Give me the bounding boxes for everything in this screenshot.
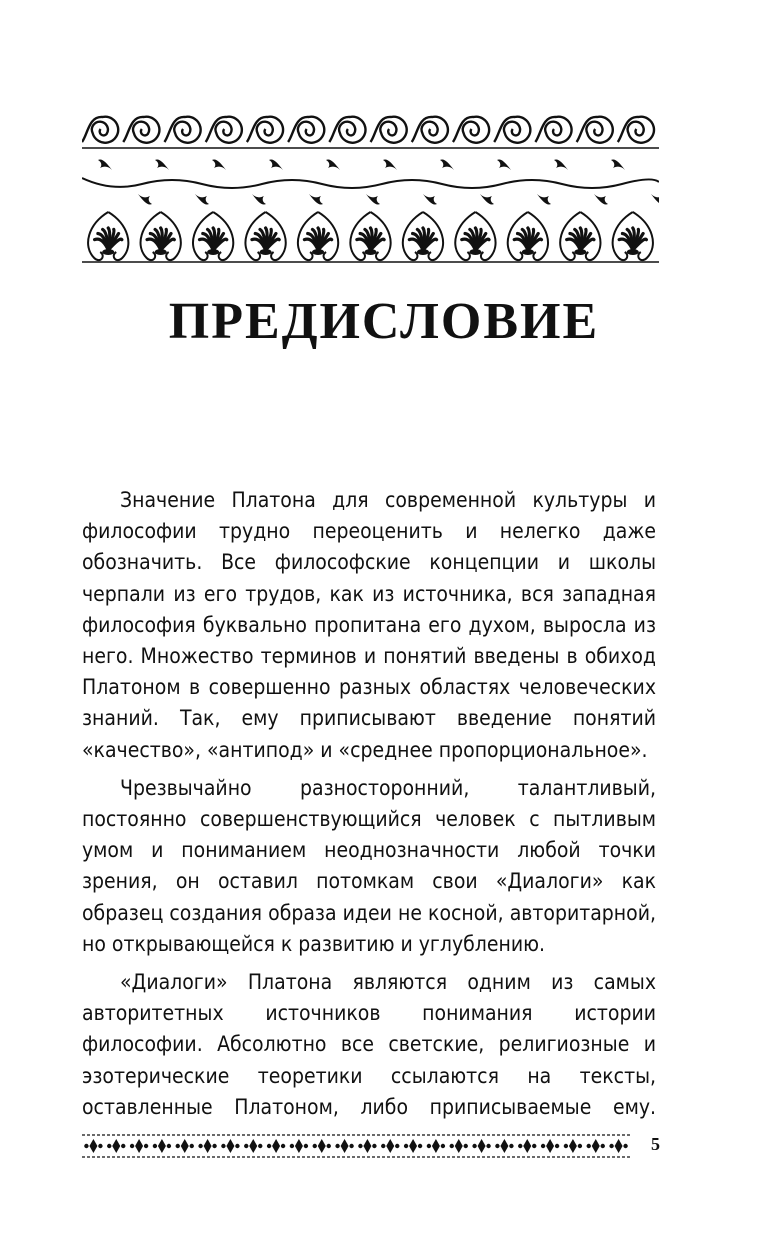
flower-icon: [518, 1139, 536, 1153]
flower-icon: [381, 1139, 399, 1153]
palmette-icon: [350, 212, 390, 260]
leaf-icon: [554, 159, 568, 170]
palmette-icon: [141, 212, 181, 260]
leaf-icon: [138, 194, 152, 205]
leaf-icon: [98, 159, 112, 170]
leaf-icon: [611, 159, 625, 170]
spiral-icon: [412, 117, 448, 143]
palmette-border: [82, 212, 659, 262]
flower-icon: [541, 1139, 559, 1153]
ivy-vine-border: [82, 159, 659, 204]
flower-icon: [427, 1139, 445, 1153]
flower-icon: [290, 1139, 308, 1153]
spiral-icon: [288, 117, 324, 143]
leaf-icon: [212, 159, 226, 170]
paragraph: Значение Платона для современной культуры и философии трудно переоценить и нелегко даже обозначить. Все философские концепции и школы черпали из его трудов, как из источника, вся западная философия буквально пропитана его духом, выросла из него. Множество терминов и понятий введены в обиход Платоном в совершенно разных областях человеческих знаний. Так, ему приписывают введение понятий «качество», «антипод» и «среднее пропорциональное».: [82, 488, 656, 762]
leaf-icon: [309, 194, 323, 205]
spiral-icon: [494, 117, 530, 143]
leaf-icon: [269, 159, 283, 170]
flower-icon: [564, 1139, 582, 1153]
flower-icon: [198, 1139, 216, 1153]
palmette-icon: [88, 212, 128, 260]
flower-icon: [609, 1139, 627, 1153]
leaf-icon: [537, 194, 551, 205]
leaf-icon: [651, 194, 659, 205]
page-number: 5: [651, 1134, 660, 1154]
palmette-icon: [455, 212, 495, 260]
palmette-icon: [403, 212, 443, 260]
floral-band: [82, 1135, 630, 1157]
flower-icon: [313, 1139, 331, 1153]
leaf-icon: [480, 194, 494, 205]
spiral-icon: [329, 117, 365, 143]
flower-icon: [84, 1139, 102, 1153]
leaf-icon: [366, 194, 380, 205]
palmette-icon: [193, 212, 233, 260]
leaf-icon: [440, 159, 454, 170]
spiral-icon: [206, 117, 242, 143]
flower-icon: [153, 1139, 171, 1153]
flower-icon: [267, 1139, 285, 1153]
flower-icon: [587, 1139, 605, 1153]
decorative-footer-ornament: [82, 1131, 630, 1161]
leaf-icon: [423, 194, 437, 205]
flower-icon: [358, 1139, 376, 1153]
leaf-icon: [252, 194, 266, 205]
spiral-icon: [453, 117, 489, 143]
leaf-icon: [155, 159, 169, 170]
spiral-icon: [577, 117, 613, 143]
spiral-icon: [164, 117, 200, 143]
decorative-header-ornament: [82, 112, 659, 272]
body-text: [82, 485, 656, 1130]
spiral-icon: [123, 117, 159, 143]
palmette-icon: [613, 212, 653, 260]
flower-icon: [335, 1139, 353, 1153]
paragraph: «Диалоги» Платона являются одним из самых авторитетных источников понимания истории философии. Абсолютно все светские, религиозные и эзотерические теоретики ссылаются на тексты, оставленные Платоном, либо приписываемые ему.: [82, 970, 656, 1119]
leaf-icon: [195, 194, 209, 205]
spiral-icon: [618, 117, 654, 143]
paragraph: Чрезвычайно разносторонний, талантливый, постоянно совершенствующийся человек с пытливым умом и пониманием неоднозначности любой точки зрения, он оставил потомкам свои «Диалоги» как образец создания образа идеи не косной, авторитарной, но открывающейся к развитию и углублению.: [82, 775, 656, 956]
palmette-icon: [245, 212, 285, 260]
greek-wave-border: [82, 117, 659, 148]
flower-icon: [472, 1139, 490, 1153]
flower-icon: [221, 1139, 239, 1153]
spiral-icon: [247, 117, 283, 143]
spiral-icon: [535, 117, 571, 143]
flower-icon: [130, 1139, 148, 1153]
flower-icon: [404, 1139, 422, 1153]
flower-icon: [244, 1139, 262, 1153]
flower-icon: [450, 1139, 468, 1153]
palmette-icon: [560, 212, 600, 260]
palmette-icon: [298, 212, 338, 260]
leaf-icon: [594, 194, 608, 205]
flower-icon: [107, 1139, 125, 1153]
flower-icon: [495, 1139, 513, 1153]
palmette-icon: [508, 212, 548, 260]
leaf-icon: [497, 159, 511, 170]
flower-icon: [176, 1139, 194, 1153]
spiral-icon: [82, 117, 118, 143]
page-title: ПРЕДИСЛОВИЕ: [168, 293, 600, 350]
leaf-icon: [383, 159, 397, 170]
spiral-icon: [371, 117, 407, 143]
leaf-icon: [326, 159, 340, 170]
